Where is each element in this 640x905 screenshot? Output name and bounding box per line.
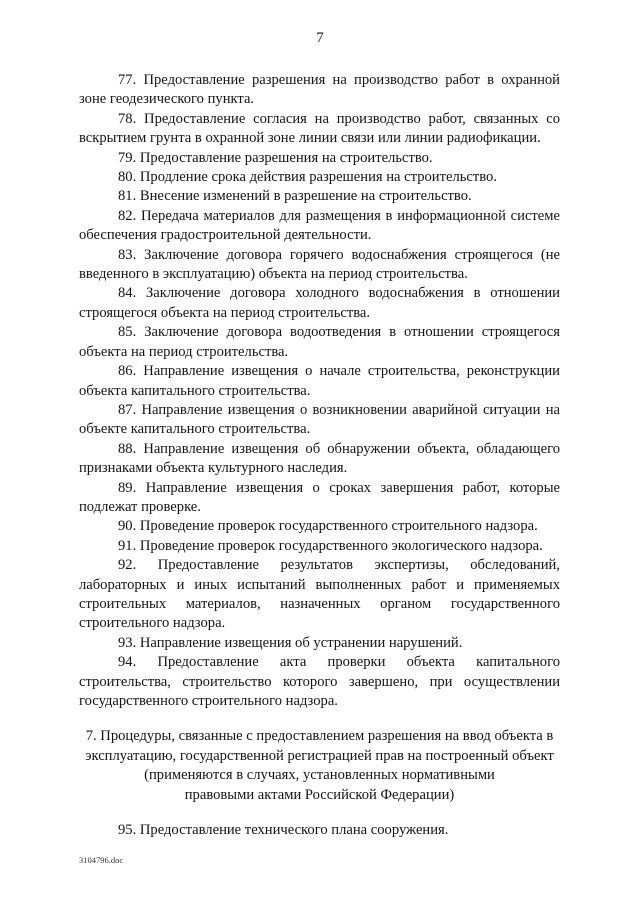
section-heading-line-3: (применяются в случаях, установленных нормативными <box>144 767 495 784</box>
paragraph-93: 93. Направление извещения об устранении нарушений. <box>118 634 463 651</box>
paragraph-79: 79. Предоставление разрешения на строительство. <box>118 149 433 166</box>
section-heading <box>79 727 560 805</box>
paragraph-78: 78. Предоставление согласия на производство работ, связанных со вскрытием грунта в охранной зоне линии связи или линии радиофикации. <box>79 110 560 147</box>
paragraph-77: 77. Предоставление разрешения на производство работ в охранной зоне геодезического пункта. <box>79 72 560 108</box>
paragraph-84: 84. Заключение договора холодного водоснабжения в отношении строящегося объекта на период строительства. <box>79 285 560 321</box>
section-heading-line-2: эксплуатацию, государственной регистрацией прав на построенный объект <box>85 747 554 764</box>
paragraph-94: 94. Предоставление акта проверки объекта капитального строительства, строительство которого завершено, при осуществлении государственного строительного надзора. <box>79 654 560 709</box>
page-number: 7 <box>316 30 324 46</box>
paragraph-82: 82. Передача материалов для размещения в информационной системе обеспечения градостроительной деятельности. <box>79 207 560 244</box>
document-body <box>79 71 560 840</box>
paragraph-95: 95. Предоставление технического плана сооружения. <box>118 822 449 839</box>
paragraph-80: 80. Продление срока действия разрешения на строительство. <box>118 169 497 186</box>
section-heading-line-1: 7. Процедуры, связанные с предоставлением разрешения на ввод объекта в <box>85 728 554 745</box>
file-reference: 3104796.doc <box>79 855 124 865</box>
paragraph-81: 81. Внесение изменений в разрешение на строительство. <box>118 188 472 205</box>
paragraph-90: 90. Проведение проверок государственного строительного надзора. <box>118 518 538 535</box>
paragraph-92: 92. Предоставление результатов экспертизы, обследований, лабораторных и иных испытаний выполненных работ и применяемых строительных материалов, назначенных органом государственного строительного надзора. <box>79 557 560 632</box>
paragraph-88: 88. Направление извещения об обнаружении объекта, обладающего признаками объекта культурного наследия. <box>79 440 560 477</box>
paragraph-86: 86. Направление извещения о начале строительства, реконструкции объекта капитального строительства. <box>79 363 560 399</box>
paragraph-91: 91. Проведение проверок государственного экологического надзора. <box>118 537 543 554</box>
paragraph-87: 87. Направление извещения о возникновении аварийной ситуации на объекте капитального строительства. <box>79 401 560 438</box>
paragraph-83: 83. Заключение договора горячего водоснабжения строящегося (не введенного в эксплуатацию) объекта на период строительства. <box>79 246 560 283</box>
section-heading-line-4: правовыми актами Российской Федерации) <box>184 786 455 803</box>
paragraph-85: 85. Заключение договора водоотведения в отношении строящегося объекта на период строительства. <box>79 324 560 360</box>
paragraph-89: 89. Направление извещения о сроках завершения работ, которые подлежат проверке. <box>79 479 560 515</box>
